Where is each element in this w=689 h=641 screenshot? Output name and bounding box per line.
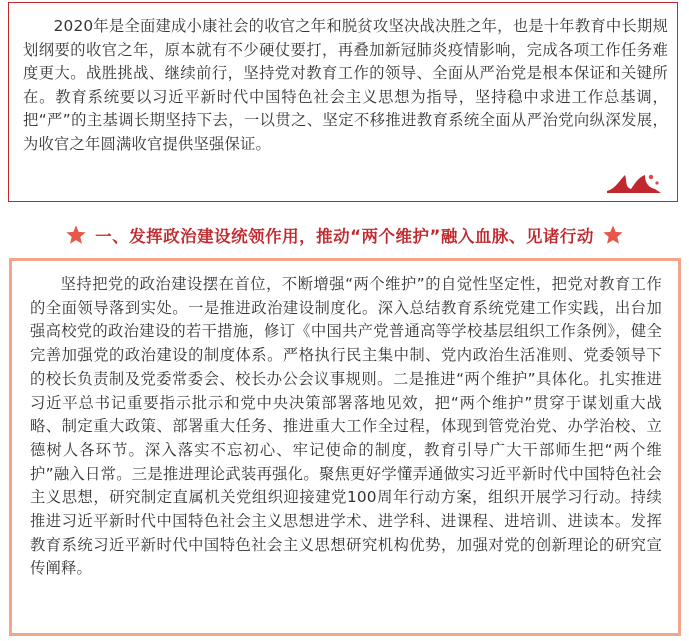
decorative-swirl-icon bbox=[605, 167, 663, 195]
section-body-box bbox=[9, 258, 681, 636]
intro-paragraph: 2020年是全面建成小康社会的收官之年和脱贫攻坚决战决胜之年，也是十年教育中长期规划纲要的收官之年，原本就有不少硬仗要打，再叠加新冠肺炎疫情影响，完成各项工作任务难度更大。战胜挑战、继续前行，坚持党对教育工作的领导、全面从严治党是根本保证和关键所在。教育系统要以习近平新时代中国特色社会主义思想为指导，坚持稳中求进工作总基调，把“严”的主基调长期坚持下去，一以贯之、坚定不移推进教育系统全面从严治党向纵深发展，为收官之年圆满收官提供坚强保证。 bbox=[23, 17, 668, 153]
section-title: 一、发挥政治建设统领作用，推动“两个维护”融入血脉、见诸行动 bbox=[95, 227, 594, 246]
intro-box bbox=[8, 2, 678, 202]
star-icon bbox=[65, 224, 87, 246]
section-heading bbox=[0, 222, 689, 248]
section-body-paragraph: 坚持把党的政治建设摆在首位，不断增强“两个维护”的自觉性坚定性，把党对教育工作的全面领导落到实处。一是推进政治建设制度化。深入总结教育系统党建工作实践，出台加强高校党的政治建设的若干措施，修订《中国共产党普通高等学校基层组织工作条例》，健全完善加强党的政治建设的制度体系。严格执行民主集中制、党内政治生活准则、党委领导下的校长负责制及党委常委会、校长办公会议事规则。二是推进“两个维护”具体化。扎实推进习近平总书记重要指示批示和党中央决策部署落地见效，把“两个维护”贯穿于谋划重大战略、制定重大政策、部署重大任务、推进重大工作全过程，体现到管党治党、办学治校、立德树人各环节。深入落实不忘初心、牢记使命的制度，教育引导广大干部师生把“两个维护”融入日常。三是推进理论武装再强化。聚焦更好学懂弄通做实习近平新时代中国特色社会主义思想，研究制定直属机关党组织迎接建党100周年行动方案，组织开展学习行动。持续推进习近平新时代中国特色社会主义思想进学术、进学科、进课程、进培训、进读本。发挥教育系统习近平新时代中国特色社会主义思想研究机构优势，加强对党的创新理论的研究宣传阐释。 bbox=[30, 275, 662, 578]
star-icon bbox=[602, 224, 624, 246]
